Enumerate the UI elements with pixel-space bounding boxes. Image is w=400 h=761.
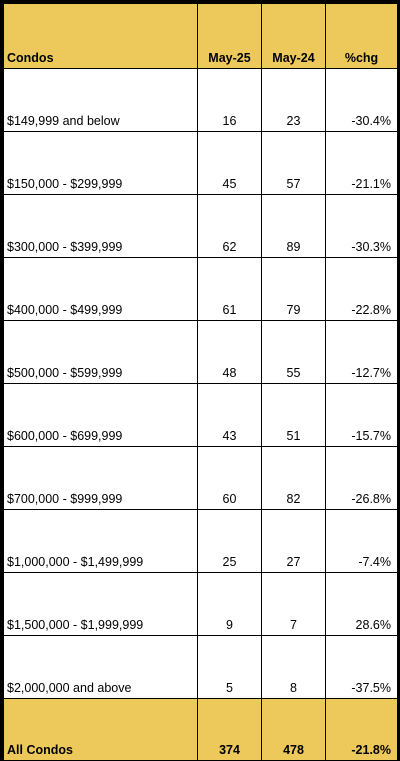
table-row (4, 195, 398, 258)
may-24-count-cell: 7 (262, 573, 326, 636)
total-may-24: 478 (262, 699, 326, 761)
price-range-cell: $1,500,000 - $1,999,999 (4, 573, 198, 636)
may-24-count-cell: 57 (262, 132, 326, 195)
may-25-count-cell: 5 (198, 636, 262, 699)
price-range-cell: $2,000,000 and above (4, 636, 198, 699)
pct-change-cell: -30.3% (326, 195, 398, 258)
pct-change-cell: -37.5% (326, 636, 398, 699)
table-row (4, 321, 398, 384)
price-range-cell: $150,000 - $299,999 (4, 132, 198, 195)
price-range-cell: $600,000 - $699,999 (4, 384, 198, 447)
may-24-count-cell: 23 (262, 69, 326, 132)
header-may-25: May-25 (198, 4, 262, 69)
may-25-count-cell: 60 (198, 447, 262, 510)
header-row (4, 4, 398, 69)
may-24-count-cell: 82 (262, 447, 326, 510)
price-range-cell: $149,999 and below (4, 69, 198, 132)
may-25-count-cell: 16 (198, 69, 262, 132)
total-pct-change: -21.8% (326, 699, 398, 761)
price-range-cell: $300,000 - $399,999 (4, 195, 198, 258)
condo-sales-sheet (3, 3, 397, 757)
table-row (4, 510, 398, 573)
pct-change-cell: -15.7% (326, 384, 398, 447)
pct-change-cell: 28.6% (326, 573, 398, 636)
table-row (4, 573, 398, 636)
may-25-count-cell: 48 (198, 321, 262, 384)
price-range-cell: $1,000,000 - $1,499,999 (4, 510, 198, 573)
header-condos: Condos (4, 4, 198, 69)
table-row (4, 132, 398, 195)
may-25-count-cell: 43 (198, 384, 262, 447)
may-25-count-cell: 62 (198, 195, 262, 258)
pct-change-cell: -21.1% (326, 132, 398, 195)
may-25-count-cell: 61 (198, 258, 262, 321)
total-label: All Condos (4, 699, 198, 761)
may-25-count-cell: 25 (198, 510, 262, 573)
pct-change-cell: -30.4% (326, 69, 398, 132)
price-range-cell: $700,000 - $999,999 (4, 447, 198, 510)
may-25-count-cell: 9 (198, 573, 262, 636)
may-24-count-cell: 55 (262, 321, 326, 384)
table-row (4, 636, 398, 699)
price-range-cell: $400,000 - $499,999 (4, 258, 198, 321)
table-row (4, 258, 398, 321)
pct-change-cell: -7.4% (326, 510, 398, 573)
total-row (4, 699, 398, 761)
may-24-count-cell: 89 (262, 195, 326, 258)
table-row (4, 384, 398, 447)
table-row (4, 447, 398, 510)
may-24-count-cell: 8 (262, 636, 326, 699)
table-row (4, 69, 398, 132)
pct-change-cell: -22.8% (326, 258, 398, 321)
price-range-cell: $500,000 - $599,999 (4, 321, 198, 384)
condo-sales-table (3, 3, 398, 761)
may-24-count-cell: 79 (262, 258, 326, 321)
header-pct-change: %chg (326, 4, 398, 69)
may-25-count-cell: 45 (198, 132, 262, 195)
header-may-24: May-24 (262, 4, 326, 69)
pct-change-cell: -12.7% (326, 321, 398, 384)
may-24-count-cell: 51 (262, 384, 326, 447)
may-24-count-cell: 27 (262, 510, 326, 573)
pct-change-cell: -26.8% (326, 447, 398, 510)
total-may-25: 374 (198, 699, 262, 761)
